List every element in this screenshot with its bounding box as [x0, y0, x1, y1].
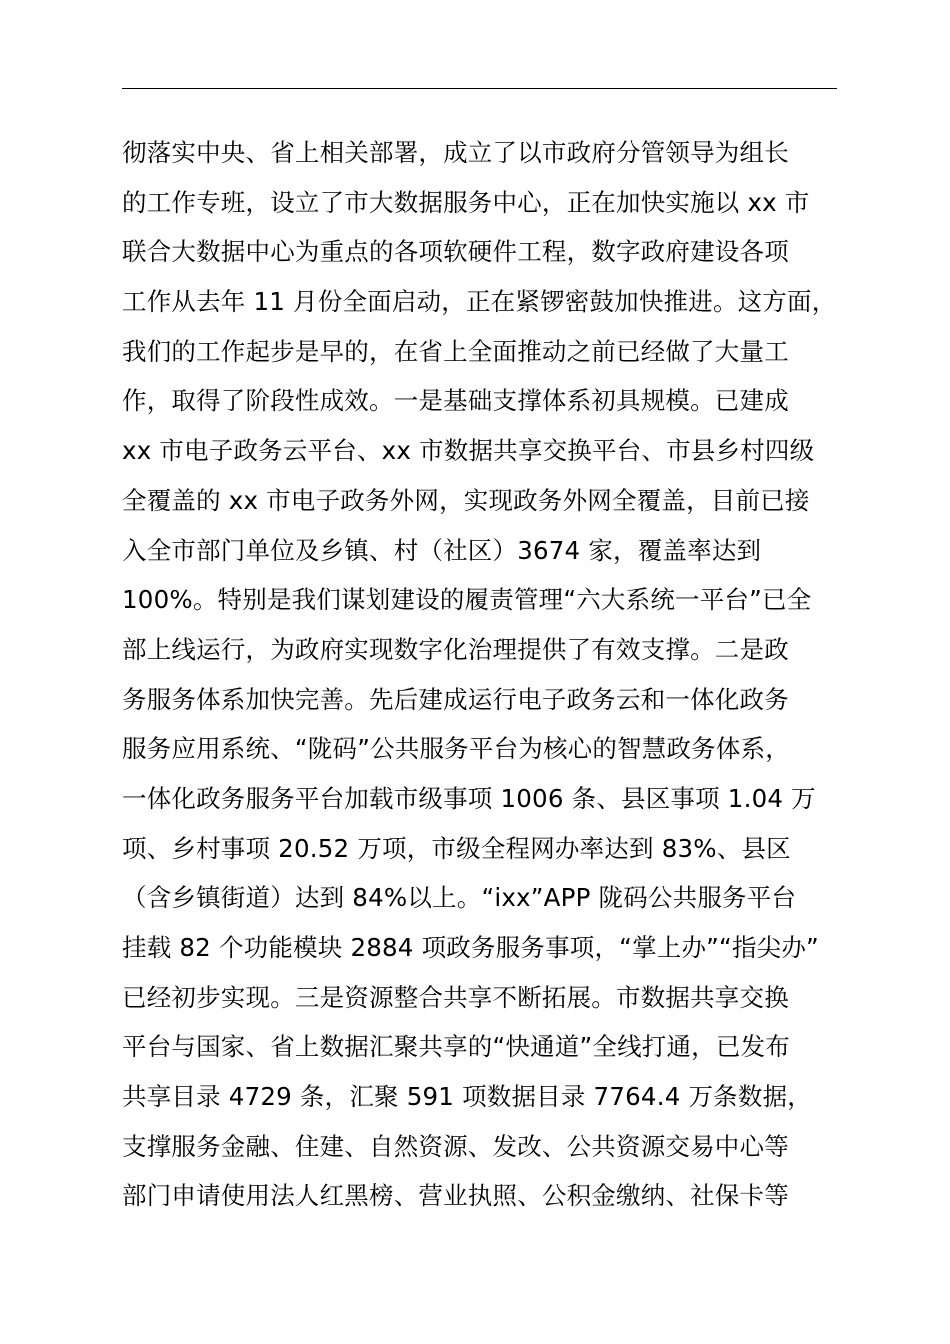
text-line: 共享目录 4729 条，汇聚 591 项数据目录 7764.4 万条数据，: [122, 1082, 812, 1112]
text-line: 挂载 82 个功能模块 2884 项政务服务事项，“掌上办”“指尖办”: [122, 933, 819, 962]
text-line: 工作从去年 11 月份全面启动，正在紧锣密鼓加快推进。这方面，: [122, 287, 837, 317]
text-line: 彻落实中央、省上相关部署，成立了以市政府分管领导为组长: [122, 138, 789, 167]
text-line: 务服务体系加快完善。先后建成运行电子政务云和一体化政务: [122, 684, 789, 714]
text-line: 我们的工作起步是早的，在省上全面推动之前已经做了大量工: [122, 336, 789, 366]
text-line: 项、乡村事项 20.52 万项，市级全程网办率达到 83%、县区: [122, 833, 791, 863]
text-line: 服务应用系统、“陇码”公共服务平台为核心的智慧政务体系，: [122, 734, 790, 764]
text-line: 100%。特别是我们谋划建设的履责管理“六大系统一平台”已全: [122, 585, 812, 615]
text-line: 平台与国家、省上数据汇聚共享的“快通道”全线打通，已发布: [122, 1032, 790, 1062]
text-line: 全覆盖的 xx 市电子政务外网，实现政务外网全覆盖，目前已接: [122, 485, 810, 515]
text-line: 已经初步实现。三是资源整合共享不断拓展。市数据共享交换: [122, 982, 789, 1012]
text-line: 部上线运行，为政府实现数字化治理提供了有效支撑。二是政: [122, 634, 789, 664]
text-line: 的工作专班，设立了市大数据服务中心，正在加快实施以 xx 市: [122, 187, 810, 217]
text-line: （含乡镇街道）达到 84%以上。“ixx”APP 陇码公共服务平台: [122, 883, 797, 913]
text-line: 一体化政务服务平台加载市级事项 1006 条、县区事项 1.04 万: [122, 783, 816, 813]
text-line: 入全市部门单位及乡镇、村（社区）3674 家，覆盖率达到: [122, 535, 762, 565]
body-text: [122, 128, 862, 1221]
text-line: 部门申请使用法人红黑榜、营业执照、公积金缴纳、社保卡等: [122, 1181, 789, 1211]
text-line: 支撑服务金融、住建、自然资源、发改、公共资源交易中心等: [122, 1131, 789, 1161]
text-line: 联合大数据中心为重点的各项软硬件工程，数字政府建设各项: [122, 237, 789, 267]
text-line: xx 市电子政务云平台、xx 市数据共享交换平台、市县乡村四级: [122, 436, 815, 466]
header-rule: [122, 88, 837, 89]
text-line: 作，取得了阶段性成效。一是基础支撑体系初具规模。已建成: [122, 386, 789, 416]
